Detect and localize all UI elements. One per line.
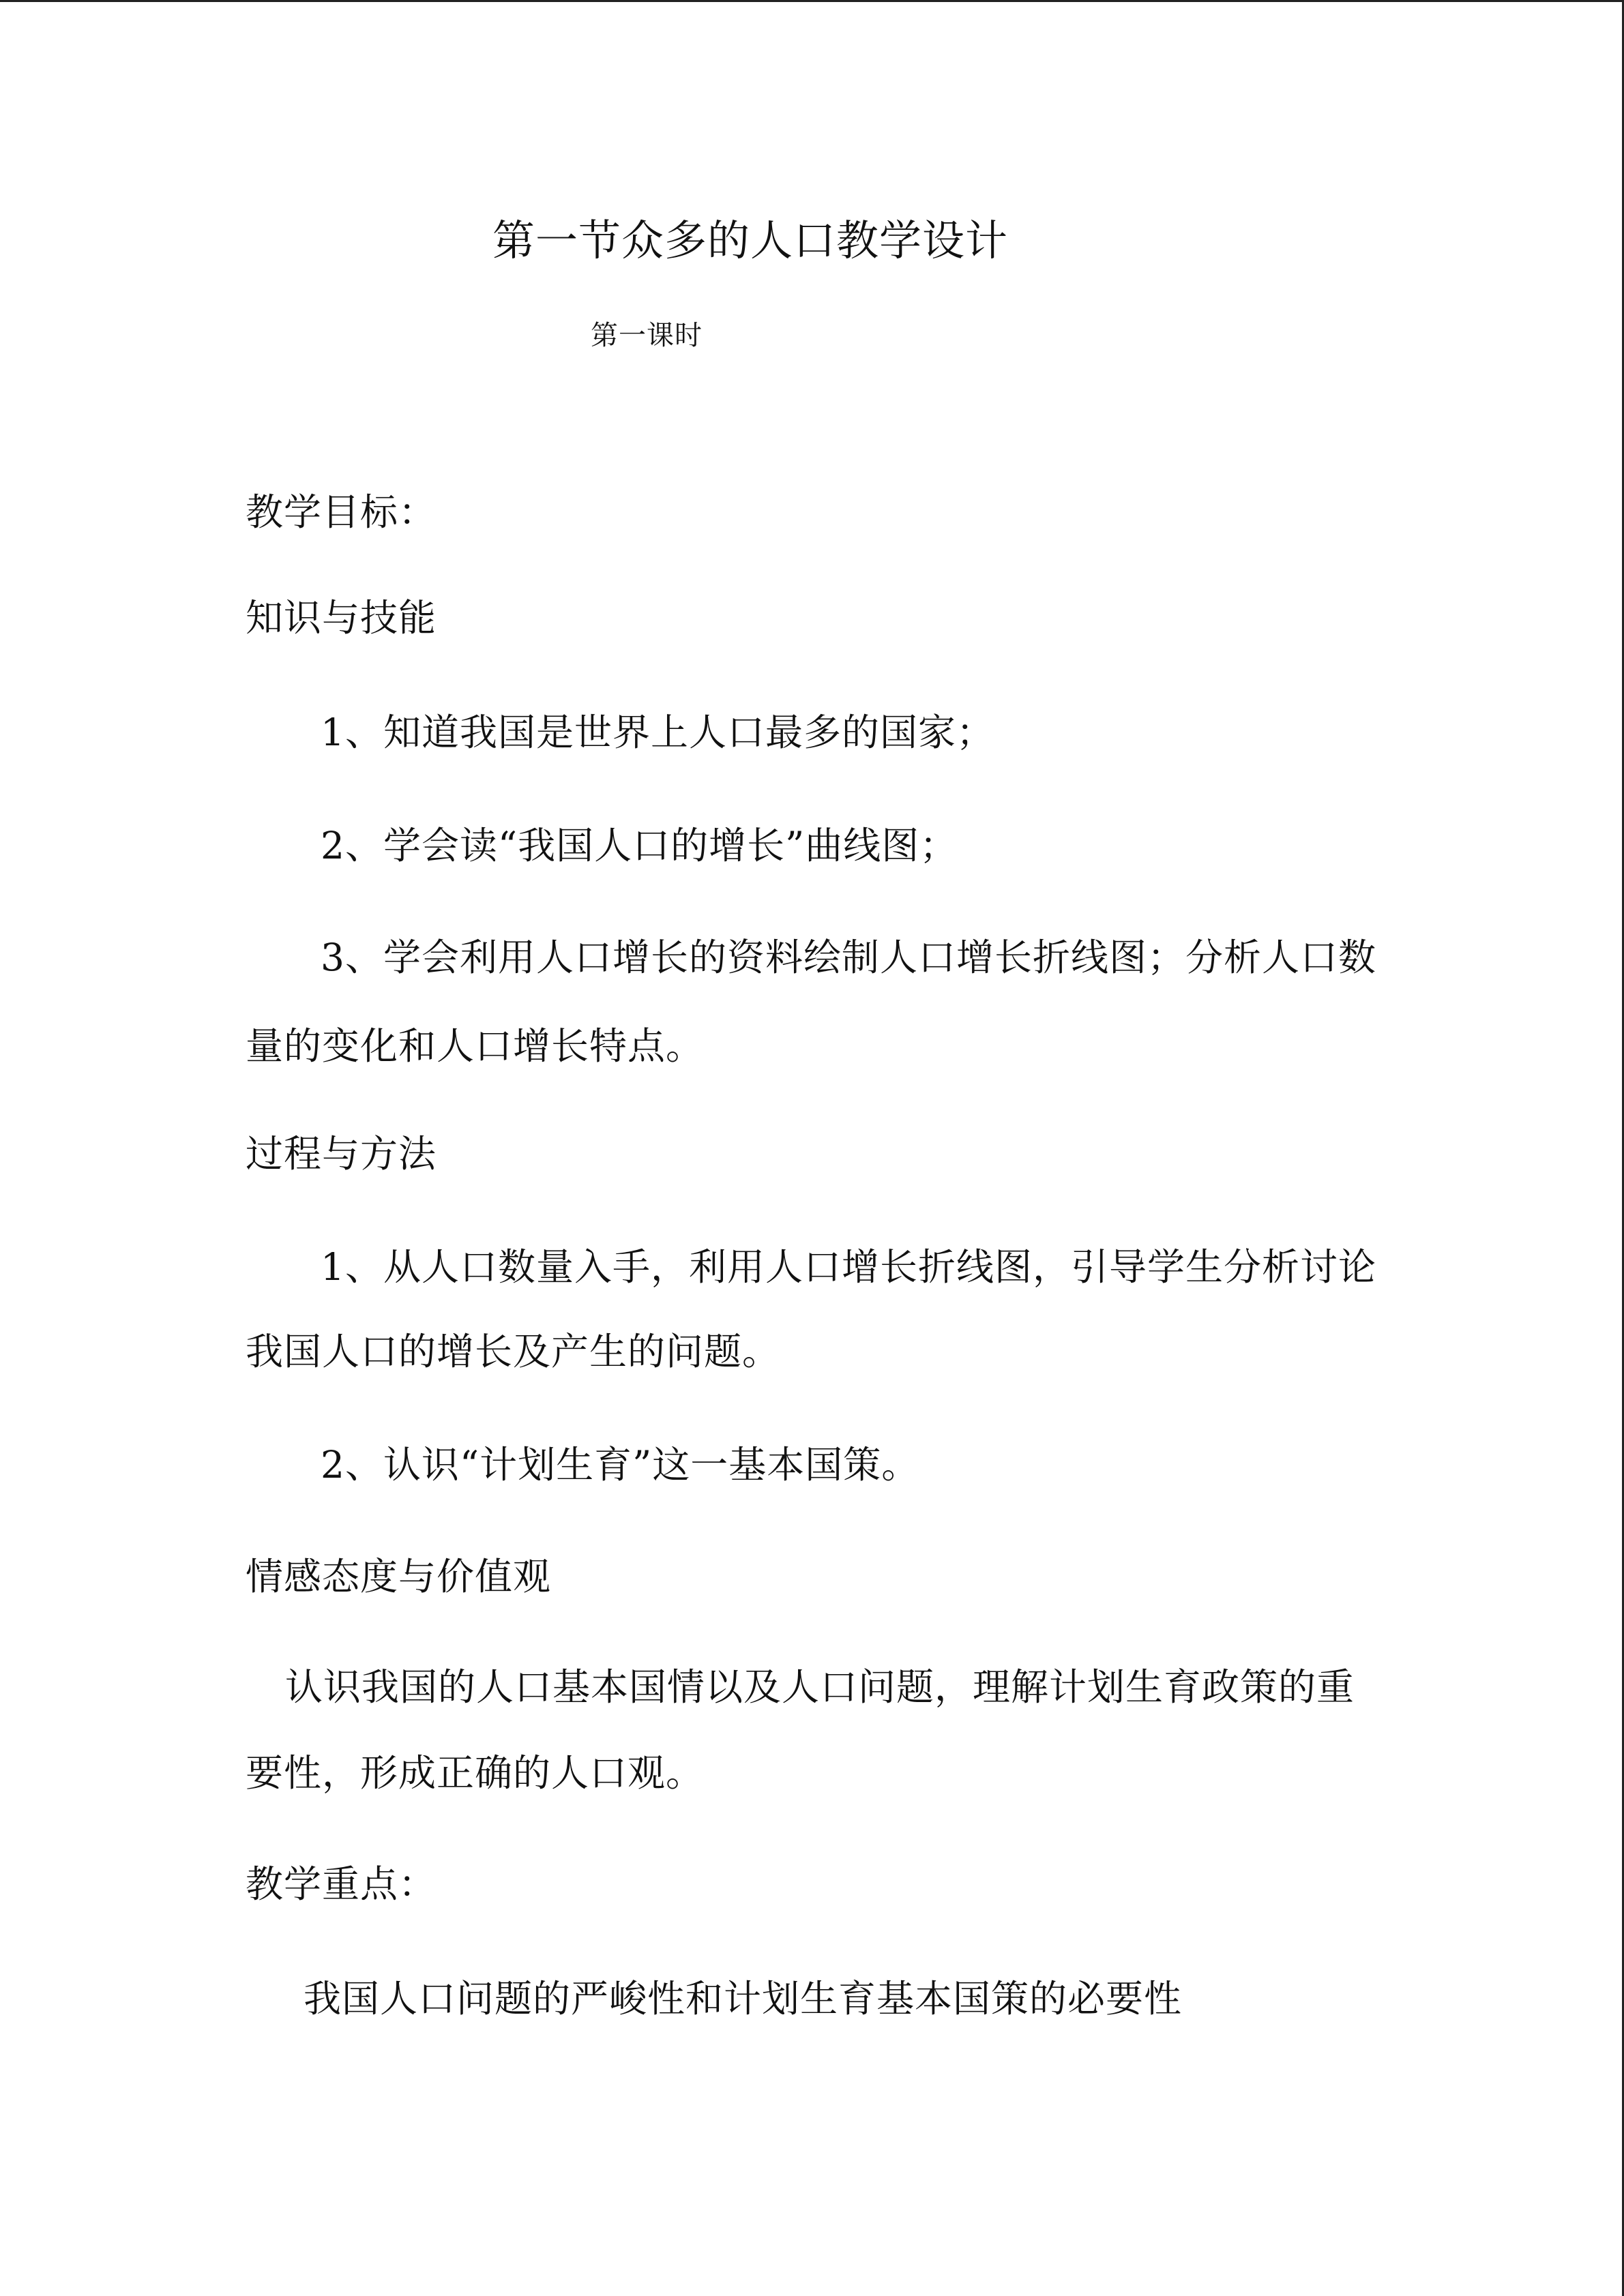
knowledge-item-2: 2、学会读“我国人口的增长”曲线图； (321, 824, 958, 867)
emotion-text-line-1: 认识我国的人口基本国情以及人口问题，理解计划生育政策的重 (285, 1665, 1355, 1709)
key-points-heading: 教学重点： (246, 1862, 437, 1906)
process-item-1-line-2: 我国人口的增长及产生的问题。 (246, 1330, 781, 1373)
document-subtitle: 第一课时 (591, 320, 703, 351)
process-item-2: 2、认识“计划生育”这一基本国策。 (321, 1443, 920, 1487)
objectives-heading: 教学目标： (246, 490, 437, 534)
emotion-text-line-2: 要性，形成正确的人口观。 (246, 1751, 705, 1795)
knowledge-item-3-line-2: 量的变化和人口增长特点。 (246, 1024, 705, 1068)
knowledge-item-1: 1、知道我国是世界上人口最多的国家； (321, 711, 994, 754)
key-points-text: 我国人口问题的严峻性和计划生育基本国策的必要性 (304, 1977, 1183, 2021)
process-item-1-line-1: 1、从人口数量入手，利用人口增长折线图，引导学生分析讨论 (321, 1245, 1376, 1289)
knowledge-heading: 知识与技能 (246, 596, 437, 640)
knowledge-item-3-line-1: 3、学会利用人口增长的资料绘制人口增长折线图；分析人口数 (321, 936, 1376, 979)
emotion-heading: 情感态度与价值观 (246, 1555, 552, 1598)
process-heading: 过程与方法 (246, 1132, 437, 1176)
document-title: 第一节众多的人口教学设计 (492, 215, 1009, 265)
